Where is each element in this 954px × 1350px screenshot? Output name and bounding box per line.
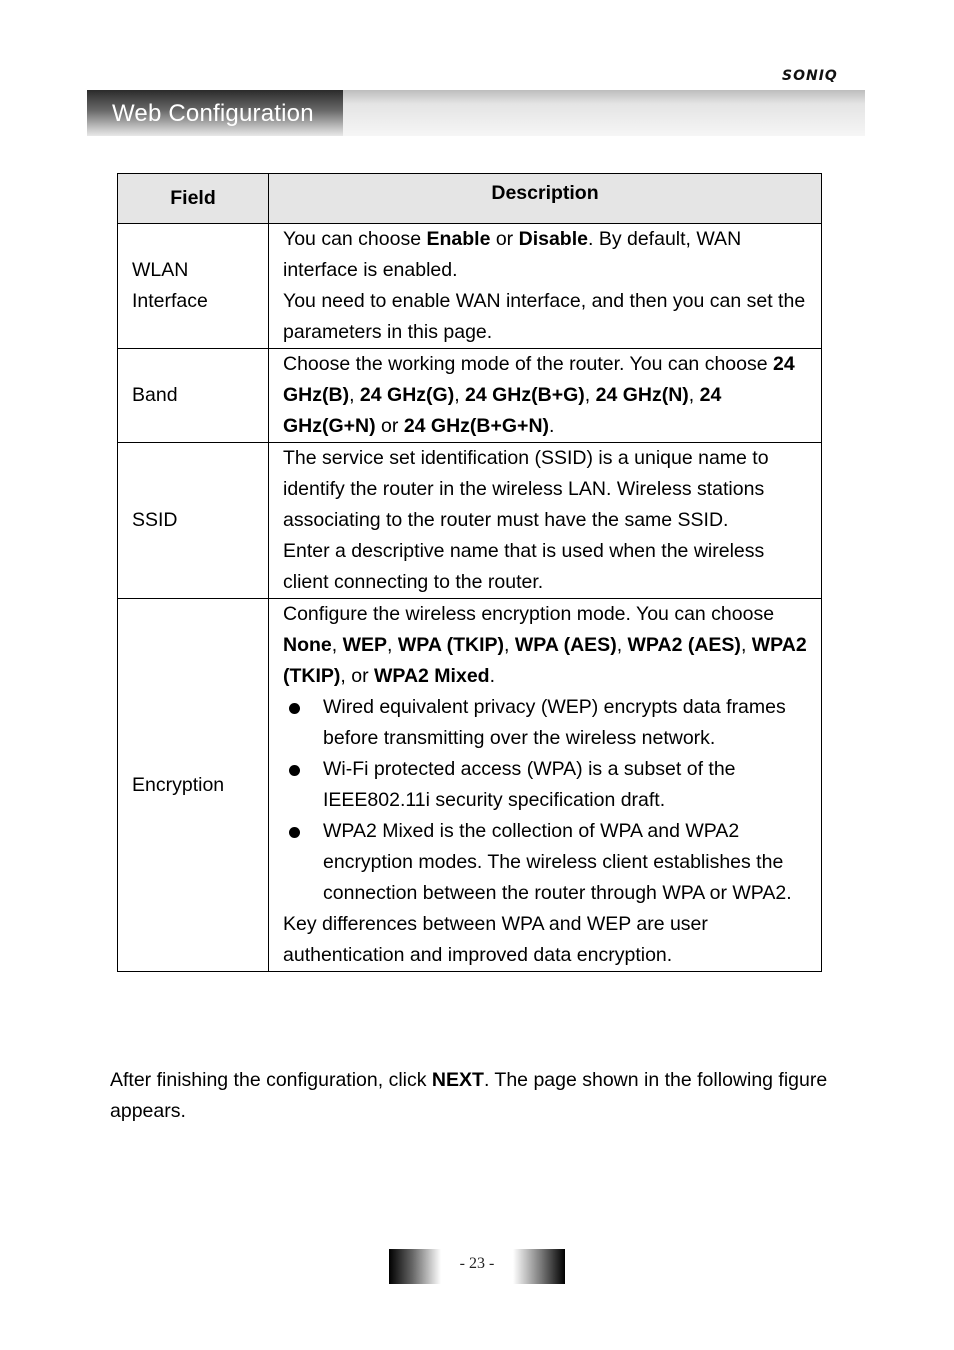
description-cell — [269, 349, 822, 443]
list-item: Wired equivalent privacy (WEP) encrypts data frames before transmitting over the wireless network. — [283, 692, 813, 754]
field-cell — [118, 224, 269, 349]
field-label: WLAN — [132, 259, 189, 281]
description-cell — [269, 224, 822, 349]
description-paragraph: Enter a descriptive name that is used when the wireless client connecting to the router. — [283, 540, 765, 593]
body-paragraph: After finishing the configuration, click NEXT. The page shown in the following figure appears. — [110, 1069, 828, 1122]
table-row — [118, 224, 822, 349]
bullet-icon — [289, 703, 300, 714]
description-paragraph: The service set identification (SSID) is a unique name to identify the router in the wireless LAN. Wireless stations associating to the router must have the same SSID. — [283, 447, 769, 531]
column-header-field: Field — [118, 174, 269, 224]
bullet-icon — [289, 765, 300, 776]
description-paragraph: Configure the wireless encryption mode. You can choose None, WEP, WPA (TKIP), WPA (AES), WPA2 (AES), WPA2 (TKIP), or WPA2 Mixed. — [283, 603, 807, 687]
description-paragraph: You need to enable WAN interface, and then you can set the parameters in this page. — [283, 290, 806, 343]
footer-gradient-right — [513, 1249, 565, 1284]
table-row — [118, 443, 822, 599]
description-paragraph: You can choose Enable or Disable. By default, WAN interface is enabled. — [283, 228, 742, 281]
field-description-table — [117, 173, 822, 972]
description-cell — [269, 599, 822, 972]
page-number: - 23 - — [459, 1255, 495, 1272]
footer-gradient-left — [389, 1249, 441, 1284]
field-label: Encryption — [132, 773, 225, 796]
table-row — [118, 599, 822, 972]
bullet-list — [283, 692, 813, 909]
field-label: Interface — [132, 290, 208, 312]
field-cell — [118, 349, 269, 443]
field-cell — [118, 443, 269, 599]
table-row — [118, 349, 822, 443]
bullet-icon — [289, 827, 300, 838]
field-label: Band — [132, 384, 178, 406]
table-header-row — [118, 174, 822, 224]
description-cell — [269, 443, 822, 599]
list-item: Wi-Fi protected access (WPA) is a subset of the IEEE802.11i security specification draft. — [283, 754, 813, 816]
field-cell — [118, 599, 269, 972]
description-paragraph: Key differences between WPA and WEP are user authentication and improved data encryption. — [283, 913, 708, 966]
description-paragraph: Choose the working mode of the router. You can choose 24 GHz(B), 24 GHz(G), 24 GHz(B+G), 24 GHz(N), 24 GHz(G+N) or 24 GHz(B+G+N). — [283, 353, 795, 437]
section-title: Web Configuration — [112, 100, 314, 127]
brand-logo: SONIQ — [782, 68, 838, 84]
field-label: SSID — [132, 509, 178, 531]
column-header-description: Description — [269, 174, 822, 224]
list-item: WPA2 Mixed is the collection of WPA and WPA2 encryption modes. The wireless client establishes the connection between the router through WPA or WPA2. — [283, 816, 813, 909]
